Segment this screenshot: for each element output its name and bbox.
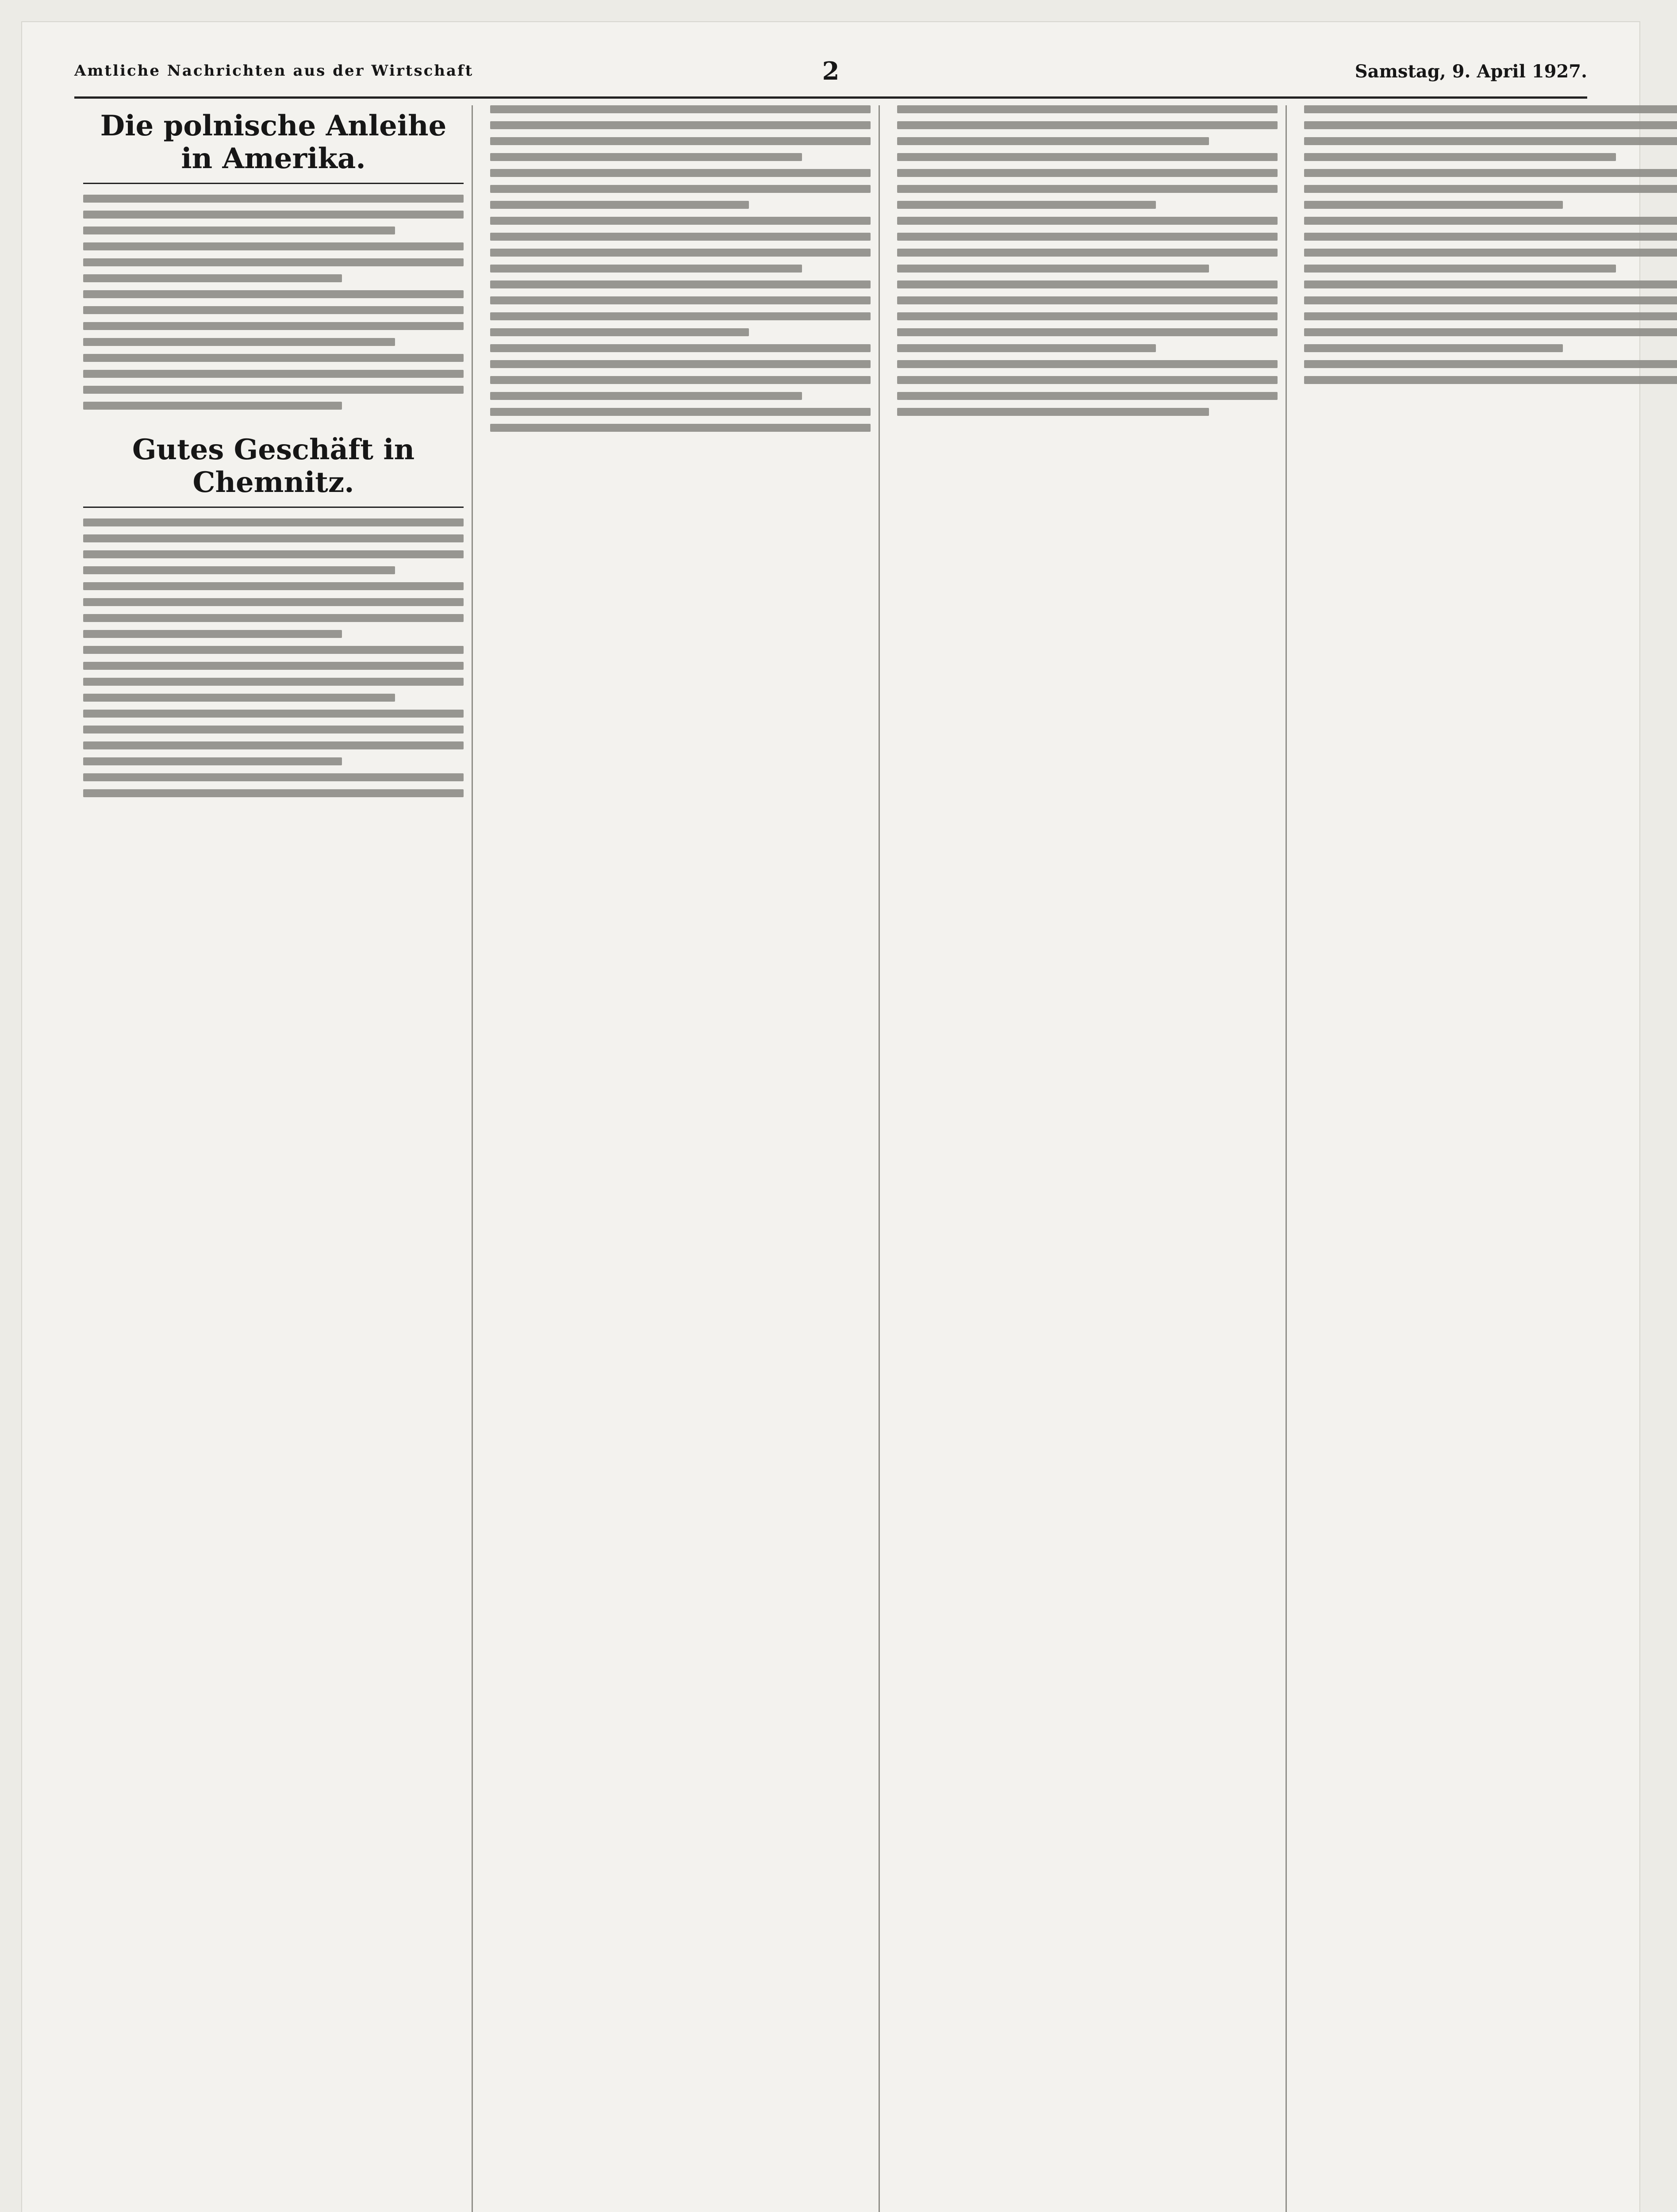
divider — [83, 183, 464, 184]
text-block-3 — [490, 105, 871, 432]
column-2 — [490, 105, 871, 2212]
text-block-2 — [83, 518, 464, 797]
text-block-5 — [1304, 105, 1677, 384]
newspaper-page — [21, 21, 1640, 2212]
column-3 — [897, 105, 1278, 2212]
masthead — [74, 57, 1587, 99]
date: Samstag, 9. April 1927. — [1355, 61, 1587, 82]
column-divider — [879, 105, 880, 2212]
divider — [83, 507, 464, 508]
text-block-1 — [83, 195, 464, 410]
column-divider — [1286, 105, 1287, 2212]
column-divider — [472, 105, 473, 2212]
column-4 — [1304, 105, 1677, 2212]
text-block-4 — [897, 105, 1278, 416]
headline-2: Gutes Geschäft in Chemnitz. — [132, 433, 415, 499]
page-number: 2 — [822, 57, 840, 86]
masthead-left: Amtliche Nachrichten aus der Wirtschaft — [74, 62, 474, 80]
column-1 — [83, 105, 464, 2212]
headline-1: Die polnische Anleihe in Amerika. — [100, 109, 447, 175]
